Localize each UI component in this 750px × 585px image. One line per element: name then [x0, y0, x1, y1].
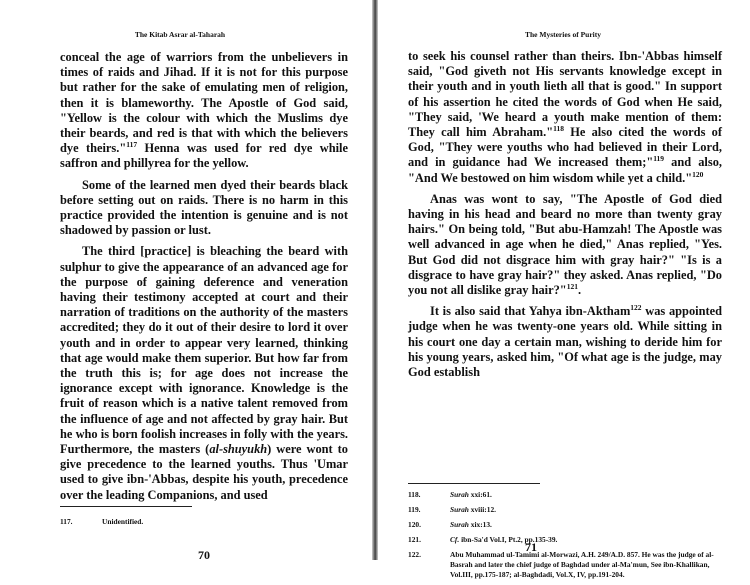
footnote-divider: [408, 483, 540, 484]
footnote-ref: 122: [630, 303, 642, 313]
running-header: The Kitab Asrar al-Taharah: [134, 30, 226, 39]
page-number: 70: [198, 548, 210, 562]
running-header: The Mysteries of Purity: [524, 30, 602, 39]
footnote: 118. Surah xxi:61.: [408, 490, 492, 499]
footnote: 122. Abu Muhammad ul-Tamimi al-Morwazi, A.H. 249/A.D. 857. He was the judge of al-Basrah and later the chief judge of Baghdad under al-Ma'mun, See ibn-Khallikan, Vol.III, pp.175-187; al-Baghdadi, Vol.X, IV, pp.191-204.: [408, 550, 714, 579]
paragraph: The third [practice] is bleaching the beard with sulphur to give the appearance of an advanced age for the purpose of gaining deference and veneration having their testimony accepted at court and their narration of traditions on the authority of the masters accredited; they do it out of their desire to lord it over youth and in order to appear very learned, thinking that age would make them superior. But how far from the truth this is; for age does not increase the ignorance except with ignorance. Knowledge is the fruit of reason which is a native talent removed from the influence of age and not affected by gray hair. But he who is born foolish increases in folly with the years. Furthermore, the masters (al-shuyukh) were wont to give precedence to the learned youths. Thus 'Umar used to give ibn-'Abbas, despite his youth, precedence over the leading Companions, and used: [60, 244, 349, 502]
footnote-ref: 117: [126, 140, 138, 150]
footnote: 117. Unidentified.: [60, 517, 144, 526]
left-page: [0, 0, 372, 560]
page-number: 71: [525, 540, 537, 554]
footnote-divider: [60, 506, 192, 507]
body-text: [60, 50, 348, 509]
footnotes: [408, 490, 718, 585]
paragraph: It is also said that Yahya ibn-Aktham$^{122}$ was appointed judge when he was twenty-one years old. While sitting in his court one day a certain man, wishing to deride him for his young years, asked him, "Of what age is the judge, may God establish: [408, 303, 722, 380]
footnote-ref: 118: [553, 123, 564, 133]
paragraph: Some of the learned men dyed their beards black before setting out on raids. There is no harm in this practice provided the intention is genuine and is not shadowed by passion or lust.: [60, 177, 348, 238]
footnote: 119. Surah xviii:12.: [408, 505, 497, 514]
footnote-ref: 121: [566, 281, 578, 291]
footnote: 121. Cf. ibn-Sa'd Vol.I, Pt.2, pp.135-39.: [408, 535, 558, 544]
right-page: [378, 0, 750, 579]
paragraph: to seek his counsel rather than theirs. Ibn-'Abbas himself said, "God giveth not His servants knowledge except in their youth and in youth lieth all that is good." In support of his assertion he cited the words of God when He said, "They said, 'We heard a youth make mention of them: They call him Abraham."$^{118}$ He also cited the words of God, "They were youths who had believed in their Lord, and in guidance had We increased them;"$^{119}$ and also, "And We bestowed on him wisdom while yet a child."$^{120}$: [408, 49, 722, 185]
footnote: 120. Surah xix:13.: [408, 520, 492, 529]
footnotes: [60, 517, 330, 532]
paragraph: conceal the age of warriors from the unbelievers in times of raids and Jihad. If it is not for this purpose but rather for the sake of emulating men of religion, then it is blameworthy. The Apostle of God said, "Yellow is the colour with which the Muslims dye their beards, and red is that with which the believers dye theirs."$^{117}$ Henna was used for red dye while saffron and phillyrea for the yellow.: [60, 50, 348, 171]
paragraph: Anas was wont to say, "The Apostle of God died having in his head and beard no more than twenty gray hairs." On being told, "But abu-Hamzah! The Apostle was well advanced in age when he died," Anas replied, "Yes. But God did not disgrace him with gray hair?" "Is is a disgrace to have gray hair?" they asked. Anas replied, "Do you not all dislike gray hair?"$^{121}$.: [408, 191, 722, 298]
footnote-ref: 120: [692, 169, 704, 179]
footnote-ref: 119: [653, 154, 665, 164]
body-text: [408, 49, 722, 386]
